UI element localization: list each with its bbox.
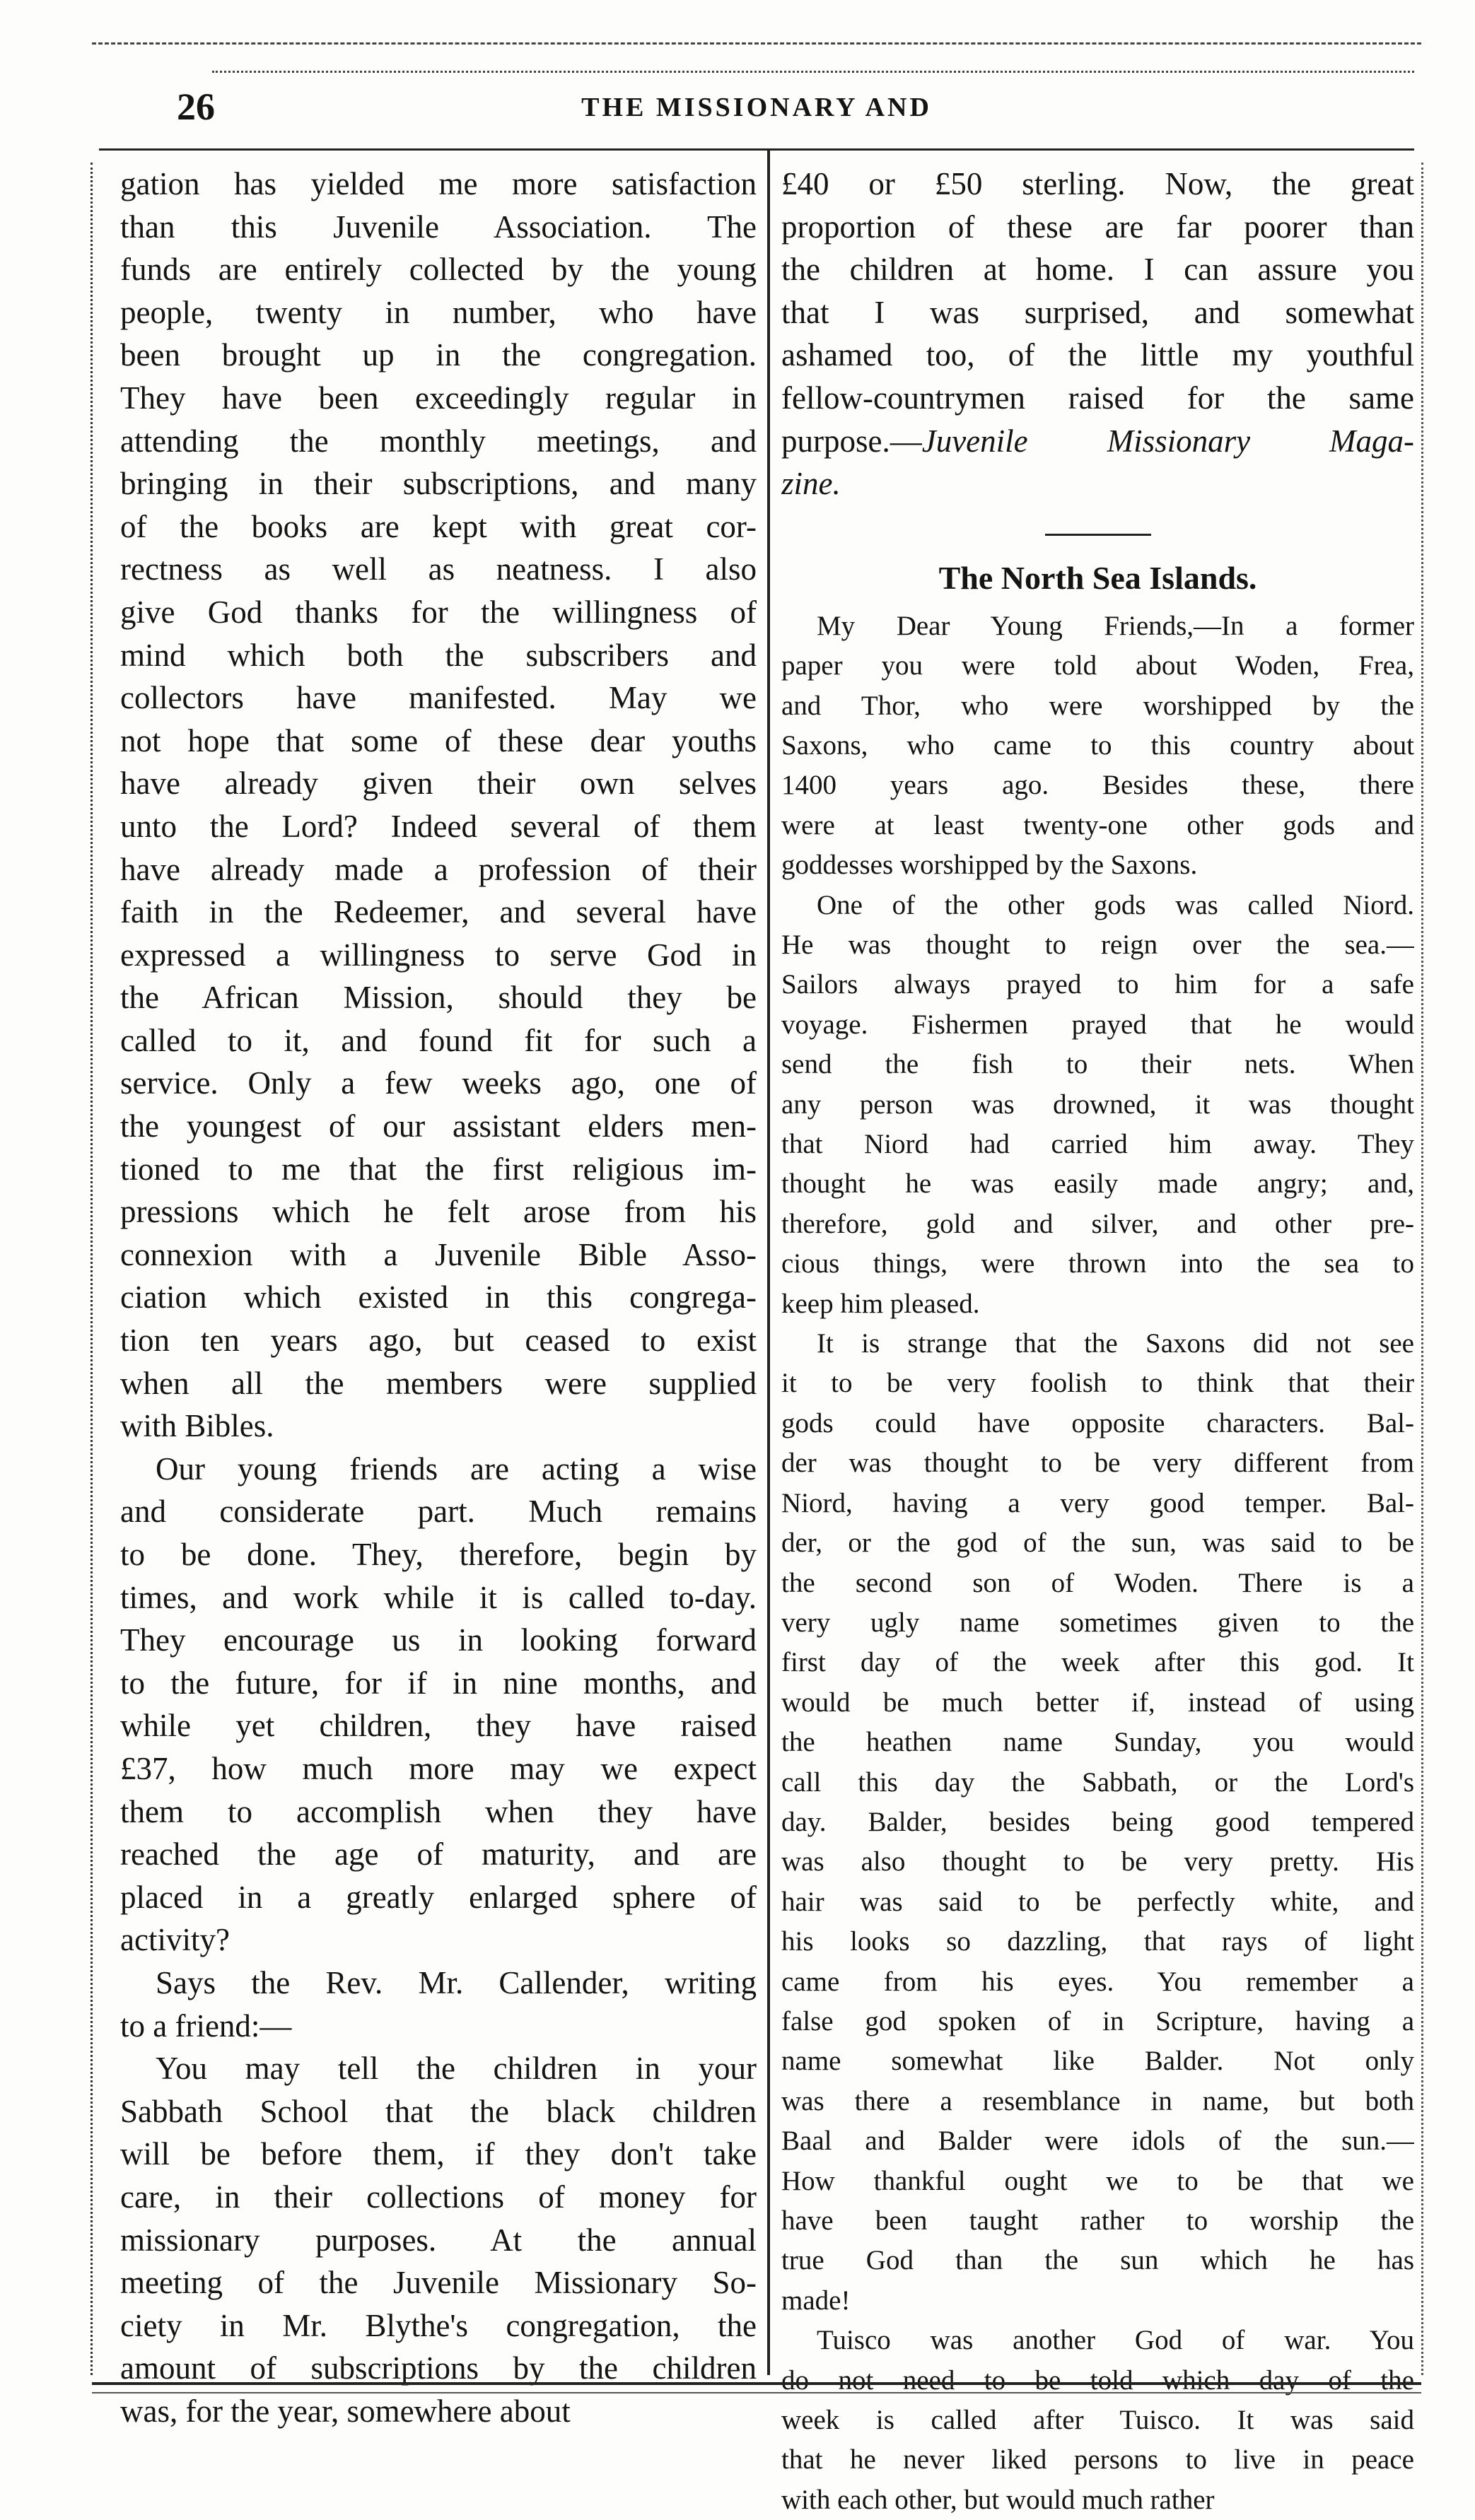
text-line: voyage. Fishermen prayed that he would: [781, 1009, 1414, 1040]
text-line: reached the age of maturity, and are: [120, 1836, 757, 1873]
text-line: any person was drowned, it was thought: [781, 1089, 1414, 1120]
text-line: der, or the god of the sun, was said to be: [781, 1528, 1414, 1559]
text-line: false god spoken of in Scripture, having a: [781, 2005, 1414, 2036]
text-line: £40 or £50 sterling. Now, the great: [781, 166, 1414, 201]
source-title-end: zine.: [781, 466, 841, 502]
text-line: attending the monthly meetings, and: [120, 423, 757, 459]
text-line: Tuisco was another God of war. You: [817, 2325, 1414, 2356]
paragraph: [781, 606, 1414, 886]
text-line: call this day the Sabbath, or the Lord's: [781, 1766, 1414, 1798]
paragraph: [781, 2321, 1414, 2520]
text-line: with Bibles.: [120, 1408, 274, 1444]
text-line: and Thor, who were worshipped by the: [781, 690, 1414, 721]
bottom-rule-secondary: [92, 2392, 1421, 2393]
text-line: One of the other gods was called Niord.: [817, 889, 1414, 920]
text-line: people, twenty in number, who have: [120, 294, 757, 330]
text-line: was also thought to be very pretty. His: [781, 1846, 1414, 1877]
text-line: do not need to be told which day of the: [781, 2364, 1414, 2396]
section-title: The North Sea Islands.: [938, 559, 1257, 596]
text-line: bringing in their subscriptions, and many: [120, 466, 757, 502]
text-line: meeting of the Juvenile Missionary So-: [120, 2265, 757, 2301]
text-line: paper you were told about Woden, Frea,: [781, 650, 1414, 681]
text-line: it to be very foolish to think that their: [781, 1368, 1414, 1399]
text-line: made!: [781, 2285, 851, 2316]
text-line: send the fish to their nets. When: [781, 1049, 1414, 1080]
text-line: week is called after Tuisco. It was said: [781, 2405, 1414, 2436]
source-title: Juvenile Missionary Maga-: [921, 423, 1414, 459]
text-line: came from his eyes. You remember a: [781, 1966, 1414, 1997]
text-line: gods could have opposite characters. Bal-: [781, 1407, 1414, 1438]
text-line: hair was said to be perfectly white, and: [781, 1886, 1414, 1917]
text-line: gation has yielded me more satisfaction: [120, 166, 757, 201]
top-border-rule-secondary: [212, 71, 1414, 73]
continuation-source-line: [781, 420, 1414, 463]
text-line: than this Juvenile Association. The: [120, 209, 757, 245]
text-line: ciety in Mr. Blythe's congregation, the: [120, 2307, 757, 2343]
continuation-text: [781, 163, 1414, 420]
text-line: with each other, but would much rather: [781, 2484, 1215, 2515]
paragraph: [120, 2047, 757, 2432]
paragraph: [120, 1962, 757, 2047]
text-line: his looks so dazzling, that rays of light: [781, 1926, 1414, 1957]
text-line: Niord, having a very good temper. Bal-: [781, 1487, 1414, 1518]
text-line: How thankful ought we to be that we: [781, 2165, 1414, 2196]
paragraph: [120, 1448, 757, 1962]
text-line: that he never liked persons to live in peace: [781, 2444, 1414, 2475]
column-divider: [767, 148, 770, 2375]
text-line: missionary purposes. At the annual: [120, 2222, 757, 2258]
text-line: funds are entirely collected by the young: [120, 252, 757, 288]
header-rule: [99, 148, 1414, 151]
text-line: He was thought to reign over the sea.—: [781, 930, 1414, 960]
left-column: [120, 163, 757, 2432]
text-line: very ugly name sometimes given to the: [781, 1607, 1414, 1638]
page-header: [99, 85, 1414, 134]
text-line: was there a resemblance in name, but both: [781, 2085, 1414, 2116]
text-line: care, in their collections of money for: [120, 2179, 757, 2215]
text-line: mind which both the subscribers and: [120, 637, 757, 673]
text-line: tion ten years ago, but ceased to exist: [120, 1323, 757, 1359]
text-line: rectness as well as neatness. I also: [120, 551, 757, 587]
text-line: 1400 years ago. Besides these, there: [781, 770, 1414, 801]
text-line: the children at home. I can assure you: [781, 252, 1414, 288]
text-line: Our young friends are acting a wise: [156, 1451, 757, 1487]
text-line: called to it, and found fit for such a: [120, 1022, 757, 1058]
text-line: Baal and Balder were idols of the sun.—: [781, 2126, 1414, 2157]
text-line: thought he was easily made angry; and,: [781, 1168, 1414, 1200]
paragraph: [120, 163, 757, 1448]
left-margin-marks: [91, 163, 93, 2375]
text-line: the African Mission, should they be: [120, 980, 757, 1016]
text-line: amount of subscriptions by the children: [120, 2350, 757, 2386]
text-line: the second son of Woden. There is a: [781, 1567, 1414, 1598]
text-line: keep him pleased.: [781, 1288, 980, 1319]
text-line: goddesses worshipped by the Saxons.: [781, 850, 1198, 881]
text-line: der was thought to be very different from: [781, 1448, 1414, 1479]
text-line: that I was surprised, and somewhat: [781, 294, 1414, 330]
text-line: fellow-countrymen raised for the same: [781, 380, 1414, 416]
text-line: the youngest of our assistant elders men-: [120, 1108, 757, 1144]
text-line: when all the members were supplied: [120, 1365, 757, 1401]
text-line: service. Only a few weeks ago, one of: [120, 1065, 757, 1101]
text-line: of the books are kept with great cor-: [120, 508, 757, 544]
text-line: It is strange that the Saxons did not see: [817, 1328, 1414, 1359]
text-line: unto the Lord? Indeed several of them: [120, 808, 757, 844]
text-line: pressions which he felt arose from his: [120, 1194, 757, 1230]
text-line: Sailors always prayed to him for a safe: [781, 969, 1414, 1000]
text-line: have already made a profession of their: [120, 851, 757, 887]
text-line: to the future, for if in nine months, and: [120, 1665, 757, 1701]
right-margin-marks: [1421, 163, 1423, 2375]
text-line: placed in a greatly enlarged sphere of: [120, 1879, 757, 1915]
text-line: activity?: [120, 1922, 230, 1958]
text-line: collectors have manifested. May we: [120, 680, 757, 716]
text-line: that Niord had carried him away. They: [781, 1129, 1414, 1160]
text-line: were at least twenty-one other gods and: [781, 809, 1414, 840]
paragraph: [781, 886, 1414, 1324]
text-line: and considerate part. Much remains: [120, 1494, 757, 1530]
text-line: true God than the sun which he has: [781, 2245, 1414, 2276]
text-line: not hope that some of these dear youths: [120, 722, 757, 758]
running-head: THE MISSIONARY AND: [581, 93, 932, 122]
text-line: name somewhat like Balder. Not only: [781, 2046, 1414, 2077]
text-line: ashamed too, of the little my youthful: [781, 337, 1414, 373]
text-line: them to accomplish when they have: [120, 1793, 757, 1829]
text-line: They have been exceedingly regular in: [120, 380, 757, 416]
right-column: [781, 163, 1414, 2520]
section-divider: [1045, 534, 1151, 536]
text-line: connexion with a Juvenile Bible Asso-: [120, 1236, 757, 1272]
text-line: therefore, gold and silver, and other pre-: [781, 1208, 1414, 1239]
text-line: will be before them, if they don't take: [120, 2136, 757, 2172]
text-line: You may tell the children in your: [156, 2051, 757, 2087]
text-line: £37, how much more may we expect: [120, 1750, 757, 1786]
text-line: cious things, were thrown into the sea to: [781, 1248, 1414, 1279]
text-line: have already given their own selves: [120, 766, 757, 802]
text-line: was, for the year, somewhere about: [120, 2393, 571, 2429]
text-line: day. Balder, besides being good tempered: [781, 1806, 1414, 1837]
top-border-rule: [92, 42, 1421, 45]
section-body: [781, 606, 1414, 2520]
text-line: Saxons, who came to this country about: [781, 729, 1414, 761]
text-line: to be done. They, therefore, begin by: [120, 1537, 757, 1572]
text-line: My Dear Young Friends,—In a former: [817, 610, 1414, 641]
text-line: Sabbath School that the black children: [120, 2093, 757, 2129]
text-line: times, and work while it is called to-day.: [120, 1579, 757, 1615]
text-line: They encourage us in looking forward: [120, 1622, 757, 1658]
text-line: faith in the Redeemer, and several have: [120, 894, 757, 930]
text-line: been brought up in the congregation.: [120, 337, 757, 373]
text-line: while yet children, they have raised: [120, 1708, 757, 1744]
text-line: expressed a willingness to serve God in: [120, 937, 757, 973]
text-line: tioned to me that the first religious im-: [120, 1151, 757, 1187]
text-line: have been taught rather to worship the: [781, 2205, 1414, 2236]
continuation-tail: purpose.—: [781, 423, 922, 459]
page-number: 26: [177, 86, 215, 128]
text-line: to a friend:—: [120, 2008, 292, 2044]
bottom-rule: [92, 2382, 1421, 2385]
text-line: the heathen name Sunday, you would: [781, 1727, 1414, 1758]
text-line: Says the Rev. Mr. Callender, writing: [156, 1964, 757, 2000]
paragraph: [781, 1324, 1414, 2321]
text-line: first day of the week after this god. It: [781, 1647, 1414, 1678]
continuation-source-end-line: [781, 462, 1414, 505]
text-line: give God thanks for the willingness of: [120, 594, 757, 630]
text-line: ciation which existed in this congrega-: [120, 1279, 757, 1315]
text-line: proportion of these are far poorer than: [781, 209, 1414, 245]
text-line: would be much better if, instead of using: [781, 1687, 1414, 1718]
